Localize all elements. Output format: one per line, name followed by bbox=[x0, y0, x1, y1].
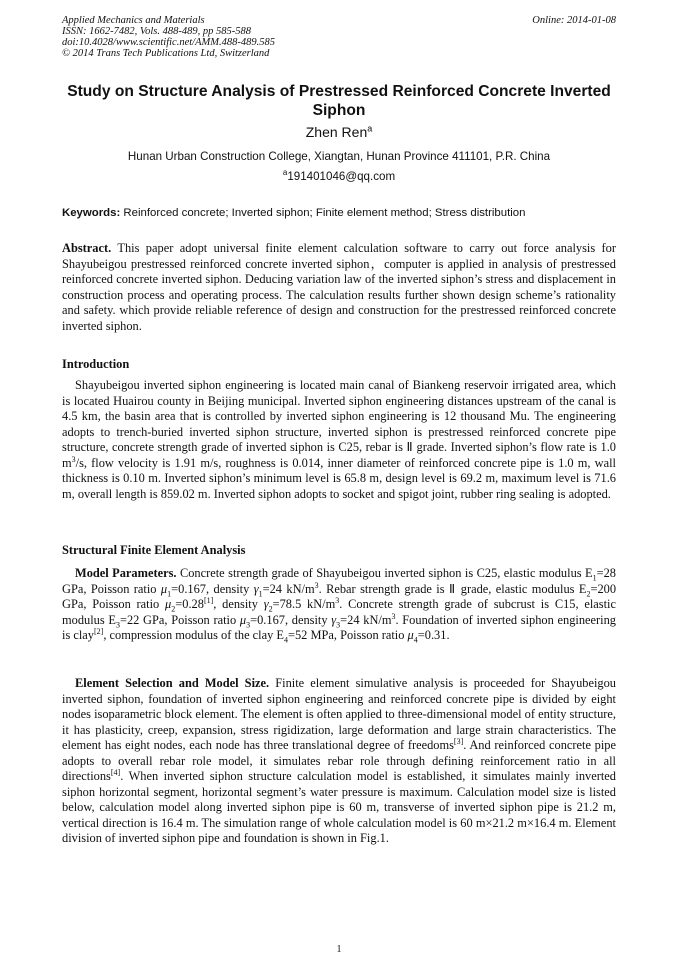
text: =52 MPa, Poisson ratio bbox=[288, 628, 408, 642]
issn-line: ISSN: 1662-7482, Vols. 488-489, pp 585-588 bbox=[62, 26, 251, 37]
affiliation: Hunan Urban Construction College, Xiangtan, Hunan Province 411101, P.R. China bbox=[127, 150, 551, 163]
subscript: 2 bbox=[586, 588, 591, 598]
subscript: 1 bbox=[592, 573, 597, 583]
superscript: 3 bbox=[314, 580, 319, 590]
gamma-symbol: γ bbox=[253, 581, 259, 596]
text: =28 GPa, Poisson ratio bbox=[62, 566, 616, 596]
keywords-text: Reinforced concrete; Inverted siphon; Finite element method; Stress distribution bbox=[123, 207, 526, 219]
gamma-symbol: γ bbox=[331, 612, 337, 627]
subscript: 4 bbox=[284, 635, 288, 645]
model-parameters-paragraph bbox=[62, 566, 616, 644]
journal-name: Applied Mechanics and Materials bbox=[62, 15, 205, 26]
subscript: 1 bbox=[258, 588, 263, 598]
intro-text: /s, flow velocity is 1.91 m/s, roughness is 0.014, inner diameter of reinforced concrete pipe is 1.0 m, wall thickness is 0.10 m. Inverted siphon’s minimum level is 65.8 m, design level is 69.2 m, maximum level is 71.6 m, overall length is 859.02 m. Inverted siphon adopts to socket and spigot joint, rubber ring sealing is adopted. bbox=[62, 455, 616, 501]
journal-header bbox=[62, 15, 275, 59]
email-line bbox=[62, 170, 616, 184]
email-mark: a bbox=[282, 168, 288, 178]
text: =200 GPa, Poisson ratio bbox=[62, 581, 617, 611]
subscript: 1 bbox=[167, 588, 172, 598]
mu-symbol: μ bbox=[165, 597, 172, 611]
subscript: 4 bbox=[413, 635, 418, 645]
email-address: 191401046@qq.com bbox=[287, 170, 396, 183]
abstract bbox=[62, 241, 616, 334]
mu-symbol: μ bbox=[407, 628, 414, 642]
paper-title: Study on Structure Analysis of Prestressed Reinforced Concrete Inverted Siphon bbox=[67, 83, 611, 119]
gamma-symbol: γ bbox=[263, 597, 269, 611]
mu-symbol: μ bbox=[160, 581, 168, 596]
introduction-heading: Introduction bbox=[62, 357, 130, 371]
doi-line: doi:10.4028/www.scientific.net/AMM.488-489.585 bbox=[62, 37, 275, 48]
online-date: Online: 2014-01-08 bbox=[532, 15, 616, 26]
author-name: Zhen Ren bbox=[305, 124, 368, 140]
author-line bbox=[62, 124, 616, 141]
text: . Foundation of inverted siphon engineering is clay bbox=[62, 612, 617, 642]
text: =22 GPa, Poisson ratio bbox=[119, 612, 240, 627]
text: , compression modulus of the clay E bbox=[103, 628, 284, 642]
superscript: 3 bbox=[71, 454, 76, 464]
introduction-paragraph bbox=[62, 378, 616, 502]
keywords bbox=[62, 206, 616, 220]
superscript: 3 bbox=[335, 595, 340, 605]
text: Finite element simulative analysis is proceeded for Shayubeigou inverted siphon, foundation of inverted siphon engineering and reinforced concrete pipe is divided by eight nodes isoparametric block element. The element is often applied to three-dimensional model of entity structure, it has plasticity, creep, expansion, stress rigidization, large deformation and large strain characteristics. The element has eight nodes, each node has three translational degree of freedoms bbox=[62, 676, 616, 752]
text: =24 kN/m bbox=[262, 581, 315, 596]
copyright-line: © 2014 Trans Tech Publications Ltd, Switzerland bbox=[62, 48, 270, 59]
keywords-label: Keywords: bbox=[62, 207, 121, 219]
text: . When inverted siphon structure calculation model is established, it simulates mainly inverted siphon horizontal segment, horizontal segment’s water pressure is maximum. Calculation model size is listed below, calculation model along inverted siphon pipe is 60 m, transverse of inverted siphon pipe is 21.2 m, vertical direction is 16.4 m. The simulation range of whole calculation model is 60 m×21.2 m×16.4 m. Element division of inverted siphon pipe and foundation is shown in Fig.1. bbox=[62, 769, 616, 845]
text: . Rebar strength grade is Ⅱ grade, elastic modulus E bbox=[318, 581, 587, 596]
citation: [1] bbox=[203, 595, 214, 605]
subscript: 3 bbox=[336, 619, 341, 629]
text: =0.167, density bbox=[250, 612, 332, 627]
intro-text: Shayubeigou inverted siphon engineering is located main canal of Biankeng reservoir irrigated area, which is located Huairou county in Beijing municipal. Inverted siphon engineering distances upstream of the canal is 4.5 km, the basin area that is controlled by inverted siphon engineering is 12 thousand Mu. The engineering adopts to trench-buried inverted siphon structure, inverted siphon is prestressed reinforced concrete pipe structure, concrete strength grade of inverted siphon is C25, rebar is Ⅱ grade. Inverted siphon’s flow rate is 1.0 m bbox=[62, 378, 616, 470]
element-selection-paragraph bbox=[62, 676, 616, 847]
text: =0.167, density bbox=[171, 581, 254, 596]
element-label: Element Selection and Model Size. bbox=[75, 676, 270, 690]
text: . Concrete strength grade of subcrust is C15, elastic modulus E bbox=[62, 597, 616, 627]
text: =0.31. bbox=[417, 628, 450, 642]
text: . And reinforced concrete pipe adopts to overall rebar role model, it simulates rebar role through defining reinforcement ratio in all directions bbox=[62, 738, 616, 783]
citation: [3] bbox=[453, 736, 464, 746]
mu-symbol: μ bbox=[239, 612, 247, 627]
subscript: 2 bbox=[268, 604, 273, 614]
subscript: 3 bbox=[246, 619, 251, 629]
sfea-heading: Structural Finite Element Analysis bbox=[62, 543, 246, 557]
text: Concrete strength grade of Shayubeigou inverted siphon is C25, elastic modulus E bbox=[179, 566, 593, 580]
citation: [2] bbox=[94, 626, 104, 636]
text: =0.28 bbox=[175, 597, 204, 611]
text: =24 kN/m bbox=[340, 612, 392, 627]
abstract-text: This paper adopt universal finite element calculation software to carry out force analysis for Shayubeigou prestressed reinforced concrete inverted siphon，computer is applied in analysis of prestressed reinforced concrete inverted siphon. Deducing variation law of the inverted siphon’s stress and displacement in construction process and operating process. The calculation results further shown design scheme’s rationality and safety. which provide reliable reference of design and construction for the prestressed reinforced concrete inverted siphon. bbox=[62, 241, 617, 333]
model-label: Model Parameters. bbox=[75, 566, 177, 580]
page-number: 1 bbox=[336, 944, 342, 955]
citation: [4] bbox=[110, 767, 121, 777]
text: =78.5 kN/m bbox=[272, 597, 336, 611]
subscript: 2 bbox=[171, 604, 176, 614]
superscript: 3 bbox=[391, 611, 396, 621]
author-mark: a bbox=[367, 123, 373, 134]
abstract-label: Abstract. bbox=[62, 241, 112, 255]
subscript: 3 bbox=[115, 619, 120, 629]
text: , density bbox=[213, 597, 264, 611]
